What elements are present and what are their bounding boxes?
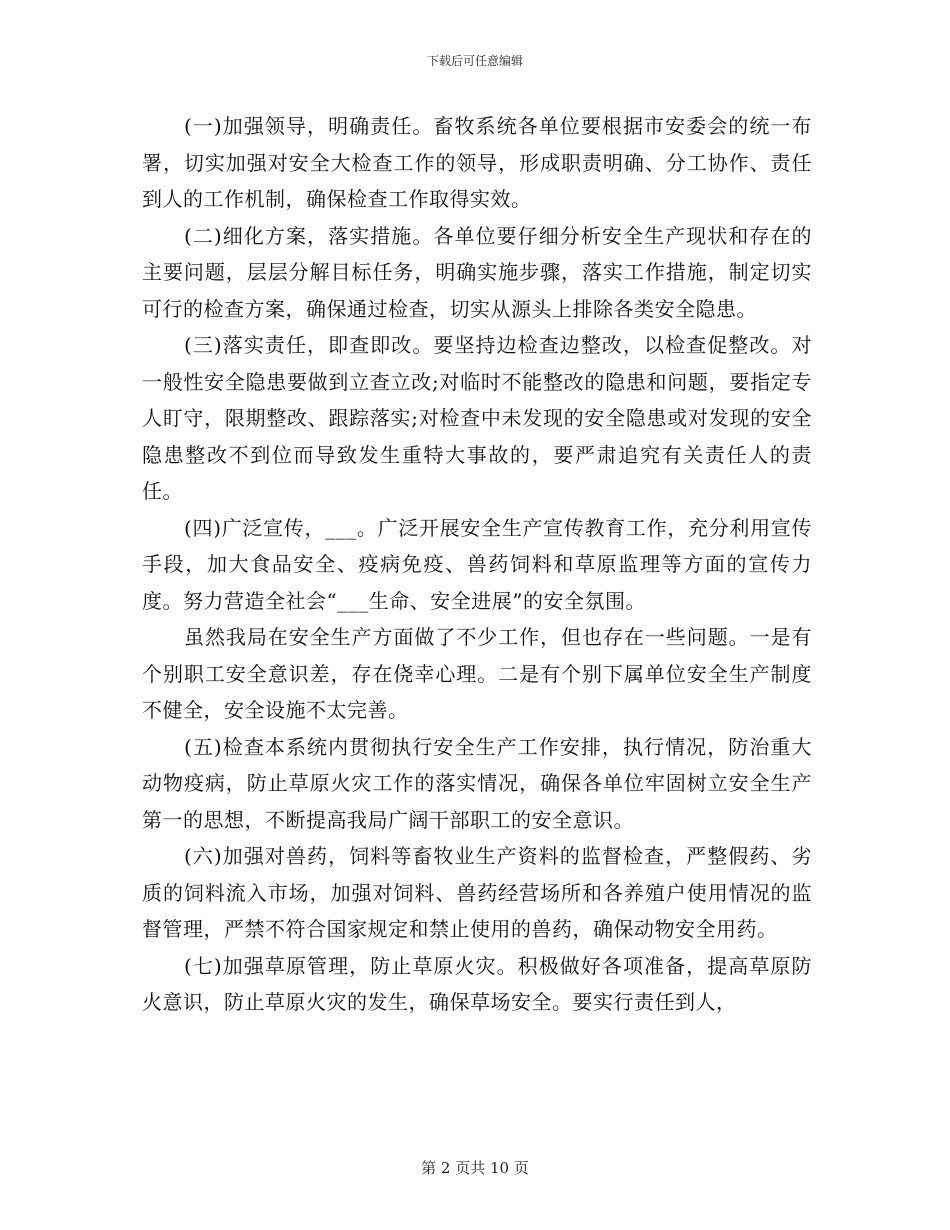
paragraph-7: (六)加强对兽药，饲料等畜牧业生产资料的监督检查，严整假药、劣质的饲料流入市场，加强对饲料、兽药经营场所和各养殖户使用情况的监督管理，严禁不符合国家规定和禁止使用的兽药，确保动物安全用药。	[142, 844, 812, 941]
paragraph-5: 虽然我局在安全生产方面做了不少工作，但也存在一些问题。一是有个别职工安全意识差，存在侥幸心理。二是有个别下属单位安全生产制度不健全，安全设施不太完善。	[142, 625, 812, 722]
page-number: 第 2 页共 10 页	[421, 1159, 529, 1177]
paragraph-2: (二)细化方案，落实措施。各单位要仔细分析安全生产现状和存在的主要问题，层层分解目标任务，明确实施步骤，落实工作措施，制定切实可行的检查方案，确保通过检查，切实从源头上排除各类安全隐患。	[142, 223, 812, 321]
paragraph-1: (一)加强领导，明确责任。畜牧系统各单位要根据市安委会的统一布署，切实加强对安全大检查工作的领导，形成职责明确、分工协作、责任到人的工作机制，确保检查工作取得实效。	[142, 114, 812, 211]
paragraph-6: (五)检查本系统内贯彻执行安全生产工作安排，执行情况，防治重大动物疫病，防止草原火灾工作的落实情况，确保各单位牢固树立安全生产第一的思想，不断提高我局广阔干部职工的安全意识。	[142, 734, 812, 832]
paragraph-8: (七)加强草原管理，防止草原火灾。积极做好各项准备，提高草原防火意识，防止草原火灾的发生，确保草场安全。要实行责任到人，	[142, 953, 812, 1014]
paragraph-4: (四)广泛宣传，___。广泛开展安全生产宣传教育工作，充分利用宣传手段，加大食品安全、疫病免疫、兽药饲料和草原监理等方面的宣传力度。努力营造全社会“___生命、安全进展”的安全氛围。	[142, 515, 812, 613]
document-body	[142, 108, 812, 1021]
paragraph-3: (三)落实责任，即查即改。要坚持边检查边整改，以检查促整改。对一般性安全隐患要做到立查立改;对临时不能整改的隐患和问题，要指定专人盯守，限期整改、跟踪落实;对检查中未发现的安全隐患或对发现的安全隐患整改不到位而导致发生重特大事故的，要严肃追究有关责任人的责任。	[142, 333, 812, 503]
page-header: 下载后可任意编辑	[426, 54, 523, 68]
